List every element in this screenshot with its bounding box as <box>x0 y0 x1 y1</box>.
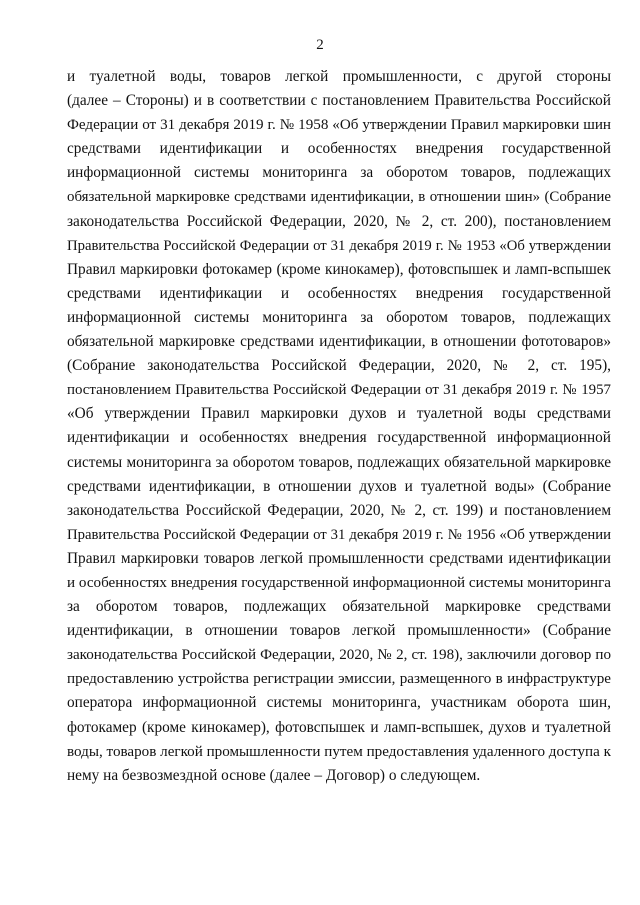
paragraph-line: за оборотом товаров, подлежащих обязательной маркировке средствами <box>67 598 611 616</box>
paragraph-line: «Об утверждении Правил маркировки духов и туалетной воды средствами <box>67 405 611 423</box>
paragraph-line: средствами идентификации и особенностях внедрения государственной <box>67 284 611 302</box>
paragraph-line: Правил маркировки фотокамер (кроме кинокамер), фотовспышек и ламп-вспышек <box>67 260 611 278</box>
paragraph-line: воды, товаров легкой промышленности путем предоставления удаленного доступа к <box>67 743 611 760</box>
paragraph-line: законодательства Российской Федерации, 2020, № 2, ст. 200), постановлением <box>67 212 611 230</box>
paragraph-line: Правил маркировки товаров легкой промышленности средствами идентификации <box>67 549 611 567</box>
paragraph-line: информационной системы мониторинга за оборотом товаров, подлежащих <box>67 164 611 182</box>
paragraph-line: (далее – Стороны) и в соответствии с постановлением Правительства Российской <box>67 92 611 110</box>
paragraph-line: идентификации, в отношении товаров легкой промышленности» (Собрание <box>67 622 611 640</box>
page-number: 2 <box>316 37 324 53</box>
paragraph-line: Правительства Российской Федерации от 31 декабря 2019 г. № 1956 «Об утверждении <box>67 526 611 543</box>
paragraph-line: нему на безвозмездной основе (далее – Договор) о следующем. <box>67 766 481 784</box>
paragraph-line: (Собрание законодательства Российской Федерации, 2020, № 2, ст. 195), <box>67 357 611 375</box>
body-paragraph <box>67 65 611 788</box>
paragraph-line: Правительства Российской Федерации от 31 декабря 2019 г. № 1953 «Об утверждении <box>67 237 611 254</box>
paragraph-line: обязательной маркировке средствами идентификации, в отношении фототоваров» <box>67 333 611 351</box>
paragraph-line: идентификации и особенностях внедрения государственной информационной <box>67 429 611 447</box>
paragraph-line: и туалетной воды, товаров легкой промышленности, с другой стороны <box>67 68 611 85</box>
paragraph-line: информационной системы мониторинга за оборотом товаров, подлежащих <box>67 308 611 326</box>
paragraph-line: постановлением Правительства Российской Федерации от 31 декабря 2019 г. № 1957 <box>67 382 611 399</box>
paragraph-line: оператора информационной системы мониторинга, участникам оборота шин, <box>67 694 611 712</box>
paragraph-line: предоставлению устройства регистрации эмиссии, размещенного в инфраструктуре <box>67 671 611 688</box>
paragraph-line: системы мониторинга за оборотом товаров, подлежащих обязательной маркировке <box>67 453 611 471</box>
paragraph-line: средствами идентификации и особенностях внедрения государственной <box>67 140 611 158</box>
paragraph-line: фотокамер (кроме кинокамер), фотовспышек и ламп-вспышек, духов и туалетной <box>67 718 611 736</box>
paragraph-line: законодательства Российской Федерации, 2020, № 2, ст. 199) и постановлением <box>67 501 611 519</box>
paragraph-line: обязательной маркировке средствами идентификации, в отношении шин» (Собрание <box>67 189 611 206</box>
paragraph-line: средствами идентификации, в отношении духов и туалетной воды» (Собрание <box>67 477 611 495</box>
paragraph-line: и особенностях внедрения государственной информационной системы мониторинга <box>67 574 611 591</box>
paragraph-line: законодательства Российской Федерации, 2020, № 2, ст. 198), заключили договор по <box>67 647 611 664</box>
paragraph-line: Федерации от 31 декабря 2019 г. № 1958 «Об утверждении Правил маркировки шин <box>67 117 611 134</box>
